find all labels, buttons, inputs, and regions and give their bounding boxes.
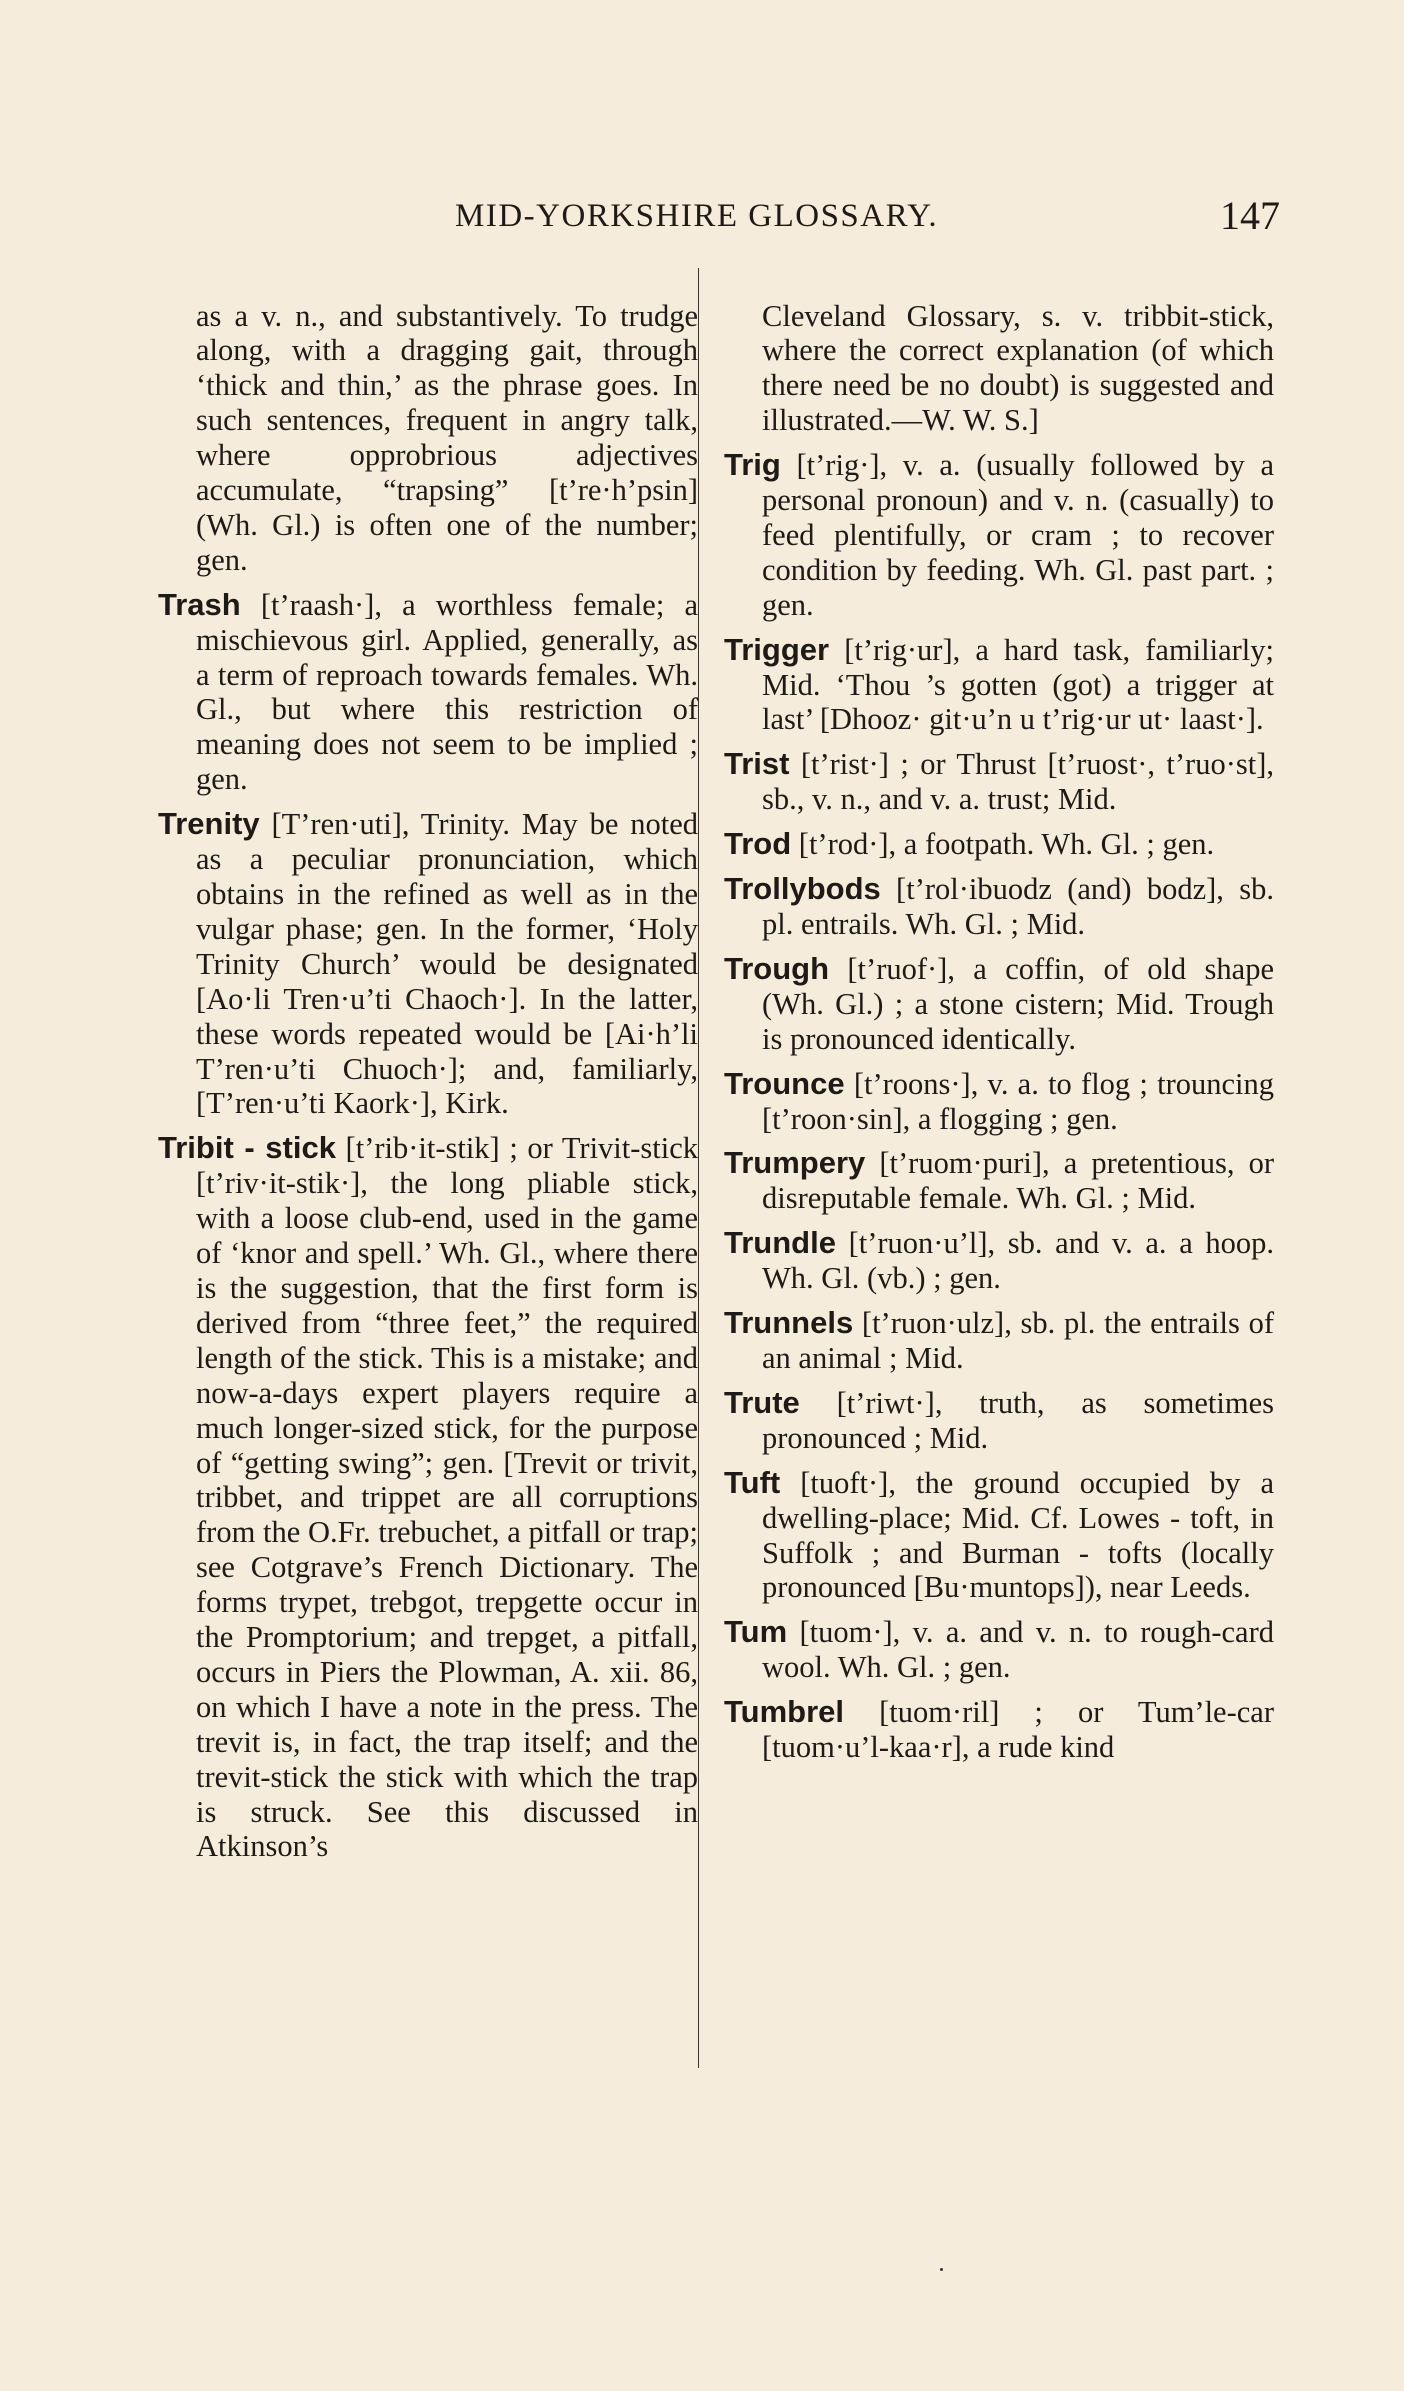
headword: Tribit - stick <box>158 1130 336 1166</box>
headword: Trollybods <box>724 871 881 907</box>
headword: Trumpery <box>724 1145 866 1181</box>
definition: [t’roons·], v. a. to flog ; trouncing [t’roon·sin], a flogging ; gen. <box>762 1066 1274 1136</box>
column-rule <box>698 268 699 2068</box>
definition: [t’rod·], a footpath. Wh. Gl. ; gen. <box>791 827 1215 862</box>
headword: Trounce <box>724 1065 845 1101</box>
headword: Trute <box>724 1384 800 1420</box>
headword: Tum <box>724 1614 788 1650</box>
definition: [t’ruof·], a coffin, of old shape (Wh. Gl.) ; a stone cistern; Mid. Trough is pronounced identically. <box>762 951 1274 1056</box>
definition: [tuom·], v. a. and v. n. to rough-card wool. Wh. Gl. ; gen. <box>762 1615 1274 1685</box>
continuation-text: as a v. n., and substantively. To trudge along, with a dragging gait, through ‘thick and thin,’ as the phrase goes. In such sentences, frequent in angry talk, where opprobrious adjectives accumulate, “trapsing” [t’re·h’psin] (Wh. Gl.) is often one of the number; gen. <box>196 298 698 577</box>
definition: [t’raash·], a worthless female; a mischievous girl. Applied, generally, as a term of reproach towards females. Wh. Gl., but where this restriction of meaning does not seem to be implied ; gen. <box>196 587 698 797</box>
headword: Trundle <box>724 1225 836 1261</box>
definition: [t’rig·], v. a. (usually followed by a personal pronoun) and v. n. (casually) to feed plentifully, or cram ; to recover condition by feeding. Wh. Gl. past part. ; gen. <box>762 448 1274 622</box>
glossary-entry <box>724 633 1274 738</box>
continuation-text: Cleveland Glossary, s. v. tribbit-stick, where the correct explanation (of which there need be no doubt) is suggested and illustrated.—W. W. S.] <box>762 298 1274 438</box>
glossary-entry <box>724 1615 1274 1685</box>
definition: [t’rist·] ; or Thrust [t’ruost·, t’ruo·st], sb., v. n., and v. a. trust; Mid. <box>762 747 1274 817</box>
glossary-entry <box>724 1306 1274 1376</box>
headword: Trigger <box>724 631 830 667</box>
glossary-entry <box>724 448 1274 623</box>
glossary-entry <box>724 747 1274 817</box>
glossary-entry <box>158 588 698 797</box>
definition: [tuom·ril] ; or Tum’le-car [tuom·u’l-kaa·r], a rude kind <box>762 1695 1274 1765</box>
definition: [t’rig·ur], a hard task, familiarly; Mid. ‘Thou ’s gotten (got) a trigger at last’ [Dhooz· git·u’n u t’rig·ur ut· laast·]. <box>762 632 1274 737</box>
running-head <box>150 193 1280 246</box>
glossary-entry <box>724 1226 1274 1296</box>
right-column <box>724 268 1274 1775</box>
headword: Trig <box>724 447 781 483</box>
headword: Trough <box>724 950 830 986</box>
glossary-entry <box>724 1695 1274 1765</box>
headword: Tuft <box>724 1464 781 1500</box>
print-speck <box>940 2268 943 2271</box>
headword: Tumbrel <box>724 1694 844 1730</box>
glossary-entry <box>724 872 1274 942</box>
definition: [t’ruon·u’l], sb. and v. a. a hoop. Wh. Gl. (vb.) ; gen. <box>762 1226 1274 1296</box>
glossary-entry <box>724 1386 1274 1456</box>
left-column <box>158 268 698 1874</box>
headword: Trod <box>724 826 792 862</box>
glossary-entry <box>724 952 1274 1057</box>
definition: [t’rib·it-stik] ; or Trivit-stick [t’riv·it-stik·], the long pliable stick, with a loose club-end, used in the game of ‘knor and spell.’ Wh. Gl., where there is the suggestion, that the first form is derived from “three feet,” the required length of the stick. This is a mistake; and now-a-days expert players require a much longer-sized stick, for the purpose of “getting swing”; gen. [Trevit or trivit, tribbet, and trippet are all corruptions from the O.Fr. trebuchet, a pitfall or trap; see Cotgrave’s French Dictionary. The forms trypet, trebgot, trepgette occur in the Promptorium; and trepget, a pitfall, occurs in Piers the Plowman, A. xii. 86, on which I have a note in the press. The trevit is, in fact, the trap itself; and the trevit-stick the stick with which the trap is struck. See this discussed in Atkinson’s <box>196 1131 699 1864</box>
definition: [t’ruon·ulz], sb. pl. the entrails of an animal ; Mid. <box>762 1306 1274 1375</box>
glossary-entry <box>724 1067 1274 1137</box>
definition: [t’riwt·], truth, as sometimes pronounced ; Mid. <box>762 1385 1274 1455</box>
glossary-entry <box>158 1131 698 1864</box>
running-title: MID-YORKSHIRE GLOSSARY. <box>455 198 939 234</box>
glossary-entry <box>724 1466 1274 1606</box>
headword: Trist <box>724 746 790 782</box>
glossary-entry <box>158 807 698 1121</box>
headword: Trenity <box>158 806 260 842</box>
glossary-entry <box>724 827 1274 862</box>
definition: [T’ren·uti], Trinity. May be noted as a peculiar pronunciation, which obtains in the refined as well as in the vulgar phase; gen. In the former, ‘Holy Trinity Church’ would be designated [Ao·li Tren·u’ti Chaoch·]. In the latter, these words repeated would be [Ai·h’li T’ren·u’ti Chuoch·]; and, familiarly, [T’ren·u’ti Kaork·], Kirk. <box>196 807 698 1121</box>
definition: [tuoft·], the ground occupied by a dwelling-place; Mid. Cf. Lowes - toft, in Suffolk ; and Burman - tofts (locally pronounced [Bu·muntops]), near Leeds. <box>762 1465 1274 1605</box>
headword: Trash <box>158 586 241 622</box>
definition: [t’ruom·puri], a pretentious, or disreputable female. Wh. Gl. ; Mid. <box>762 1146 1274 1216</box>
glossary-entry <box>724 1146 1274 1216</box>
headword: Trunnels <box>724 1305 854 1341</box>
definition: [t’rol·ibuodz (and) bodz], sb. pl. entrails. Wh. Gl. ; Mid. <box>762 872 1274 941</box>
page-number: 147 <box>1220 193 1280 238</box>
